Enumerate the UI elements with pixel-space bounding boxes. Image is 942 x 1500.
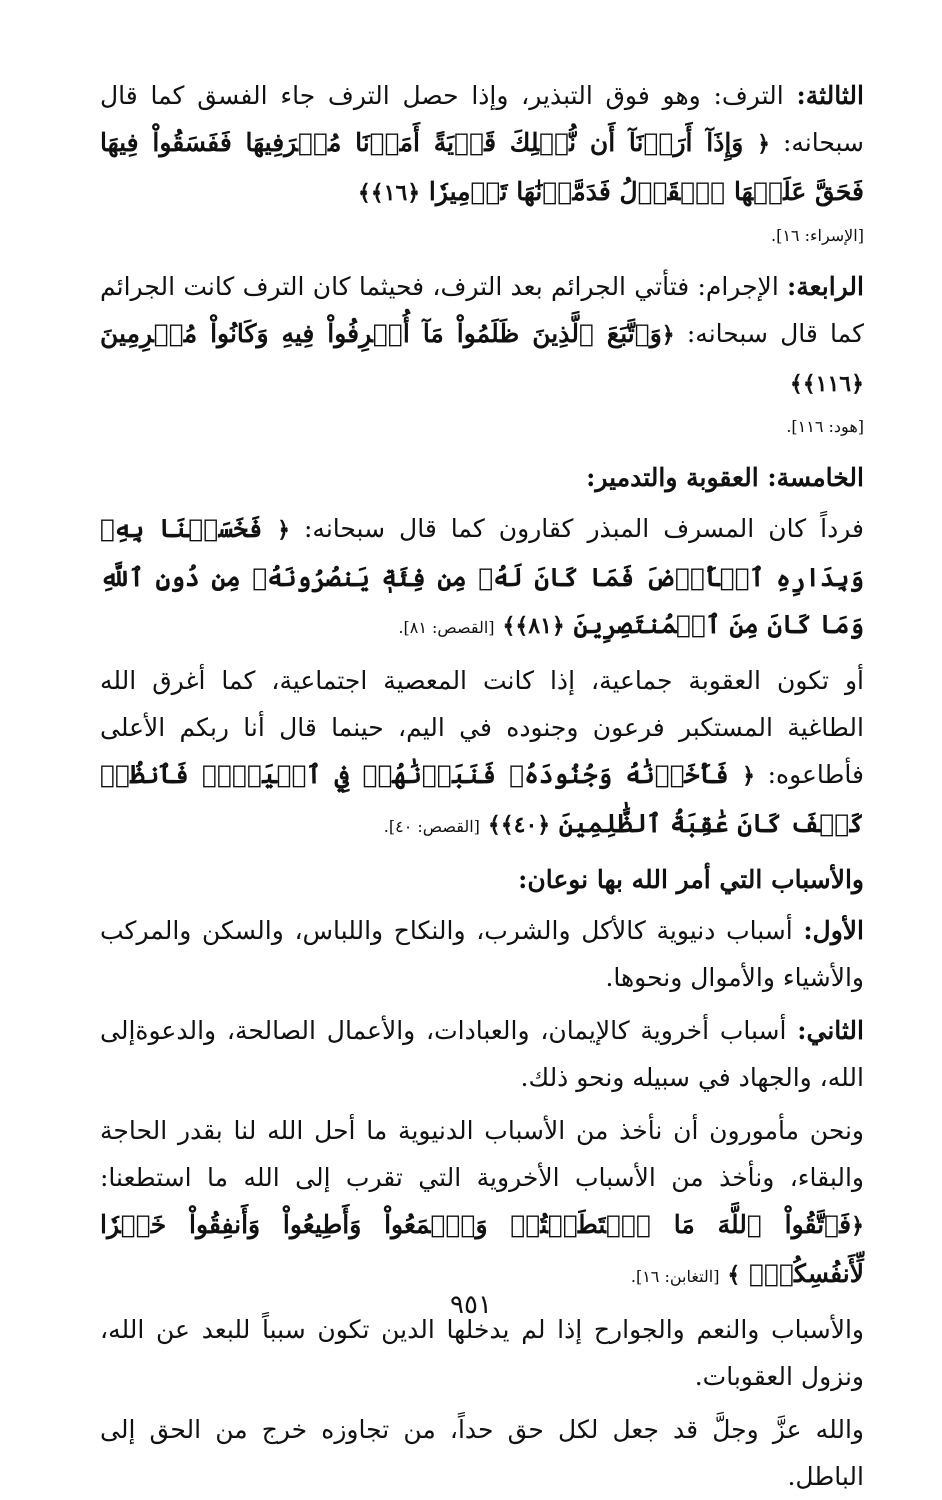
verse-close-ornament: ﴾ [487, 812, 501, 838]
verse-open-ornament: ﴿ [742, 763, 755, 789]
paragraph-text: أسباب دنيوية كالأكل والشرب، والنكاح واللباس، والسكن والمركب والأشياء والأموال ونحوها. [100, 916, 864, 992]
ayah-number: ﴿٤٠﴾ [500, 812, 551, 838]
quran-verse: فَأَخَذۡنَٰهُ وَجُنُودَهُۥ فَنَبَذۡنَٰهُمۡ فِي ٱلۡيَمِّۖ فَٱنظُرۡ كَيۡفَ كَانَ عَٰقِبَةُ ٱلظَّٰلِمِينَ [100, 760, 864, 838]
verse-open-ornament: ﴿ [277, 517, 290, 543]
verse-reference: [التغابن: ١٦]. [630, 1267, 720, 1286]
paragraph-label: الثالثة: [796, 81, 864, 110]
ayah-number: ﴿١١٦﴾ [802, 371, 864, 397]
verse-close-ornament: ﴾ [357, 180, 371, 206]
paragraph-limits [100, 1406, 864, 1500]
verse-close-ornament: ﴾ [727, 1262, 741, 1288]
verse-close-ornament: ﴾ [502, 613, 516, 639]
verse-reference: [هود: ١١٦]. [786, 417, 864, 436]
section-heading: الخامسة: العقوبة والتدمير: [586, 463, 864, 492]
paragraph-text: الإجرام: فتأتي الجرائم بعد الترف، فحيثما كان الترف كانت الجرائم كما قال سبحانه: [100, 272, 864, 348]
verse-open-ornament: ﴿ [757, 131, 770, 157]
paragraph-collective-punishment [100, 657, 864, 850]
paragraph-label: الثاني: [797, 1016, 864, 1045]
verse-open-ornament: ﴿ [851, 1213, 864, 1239]
page-number: ٩٥١ [450, 1290, 492, 1320]
section-heading: والأسباب التي أمر الله بها نوعان: [518, 865, 864, 894]
ayah-number: ﴿١٦﴾ [370, 180, 421, 206]
ayah-number: ﴿٨١﴾ [515, 613, 565, 639]
quran-verse: وَإِذَآ أَرَدۡنَآ أَن نُّهۡلِكَ قَرۡيَةً أَمَرۡنَا مُتۡرَفِيهَا فَفَسَقُواْ فِيهَا فَحَقَّ عَلَيۡهَا ٱلۡقَوۡلُ فَدَمَّرۡنَٰهَا تَدۡمِيرٗا [100, 128, 864, 206]
verse-reference: [القصص: ٤٠]. [383, 817, 480, 836]
quran-verse: فَٱتَّقُواْ ٱللَّهَ مَا ٱسۡتَطَعۡتُمۡ وَٱسۡمَعُواْ وَأَطِيعُواْ وَأَنفِقُواْ خَيۡرٗا لِّأَنفُسِكُمۡۗ [100, 1210, 864, 1288]
quran-verse: وَٱتَّبَعَ ٱلَّذِينَ ظَلَمُواْ مَآ أُتۡرِفُواْ فِيهِ وَكَانُواْ مُجۡرِمِينَ [100, 319, 662, 348]
paragraph-fourth [100, 263, 864, 408]
paragraph-commanded [100, 1107, 864, 1300]
paragraph-text: ونحن مأمورون أن نأخذ من الأسباب الدنيوية ما أحل الله لنا بقدر الحاجة والبقاء، ونأخذ من الأسباب الأخروية التي تقرب إلى الله ما استطعنا: [100, 1116, 864, 1192]
paragraph-text: أسباب أخروية كالإيمان، والعبادات، والأعمال الصالحة، والدعوةإلى الله، والجهاد في سبيله ونحو ذلك. [100, 1016, 864, 1092]
verse-reference: [القصص: ٨١]. [398, 618, 495, 637]
paragraph-means [100, 1306, 864, 1400]
paragraph-label: الأول: [803, 916, 864, 945]
quran-verse: فَخَسَفۡنَا بِهِۦ وَبِدَارِهِ ٱلۡأَرۡضَ فَمَا كَانَ لَهُۥ مِن فِئَةٖ يَنصُرُونَهُۥ مِن دُونِ ٱللَّهِ وَمَا كَانَ مِنَ ٱلۡمُنتَصِرِينَ [100, 514, 864, 639]
paragraph-first-type [100, 907, 864, 1001]
paragraph-text: والله عزَّ وجلَّ قد جعل لكل حق حداً، من تجاوزه خرج من الحق إلى الباطل. [100, 1415, 864, 1491]
paragraph-label: الرابعة: [787, 272, 864, 301]
paragraph-third [100, 72, 864, 217]
verse-close-ornament: ﴾ [789, 371, 803, 397]
page-body [100, 72, 864, 1500]
paragraph-fifth [100, 505, 864, 651]
paragraph-text: الترف: وهو فوق التبذير، وإذا حصل الترف جاء الفسق كما قال سبحانه: [100, 81, 864, 157]
verse-reference: [الإسراء: ١٦]. [770, 226, 864, 245]
paragraph-text: والأسباب والنعم والجوارح إذا لم يدخلها الدين تكون سبباً للبعد عن الله، ونزول العقوبات. [100, 1315, 864, 1391]
paragraph-text: فرداً كان المسرف المبذر كقارون كما قال سبحانه: [304, 514, 864, 543]
paragraph-second-type [100, 1007, 864, 1101]
paragraph-text: أو تكون العقوبة جماعية، إذا كانت المعصية اجتماعية، كما أغرق الله الطاغية المستكبر فرعون وجنوده في اليم، حينما قال أنا ربكم الأعلى فأطاعوه: [100, 666, 864, 789]
verse-open-ornament: ﴿ [661, 322, 675, 348]
